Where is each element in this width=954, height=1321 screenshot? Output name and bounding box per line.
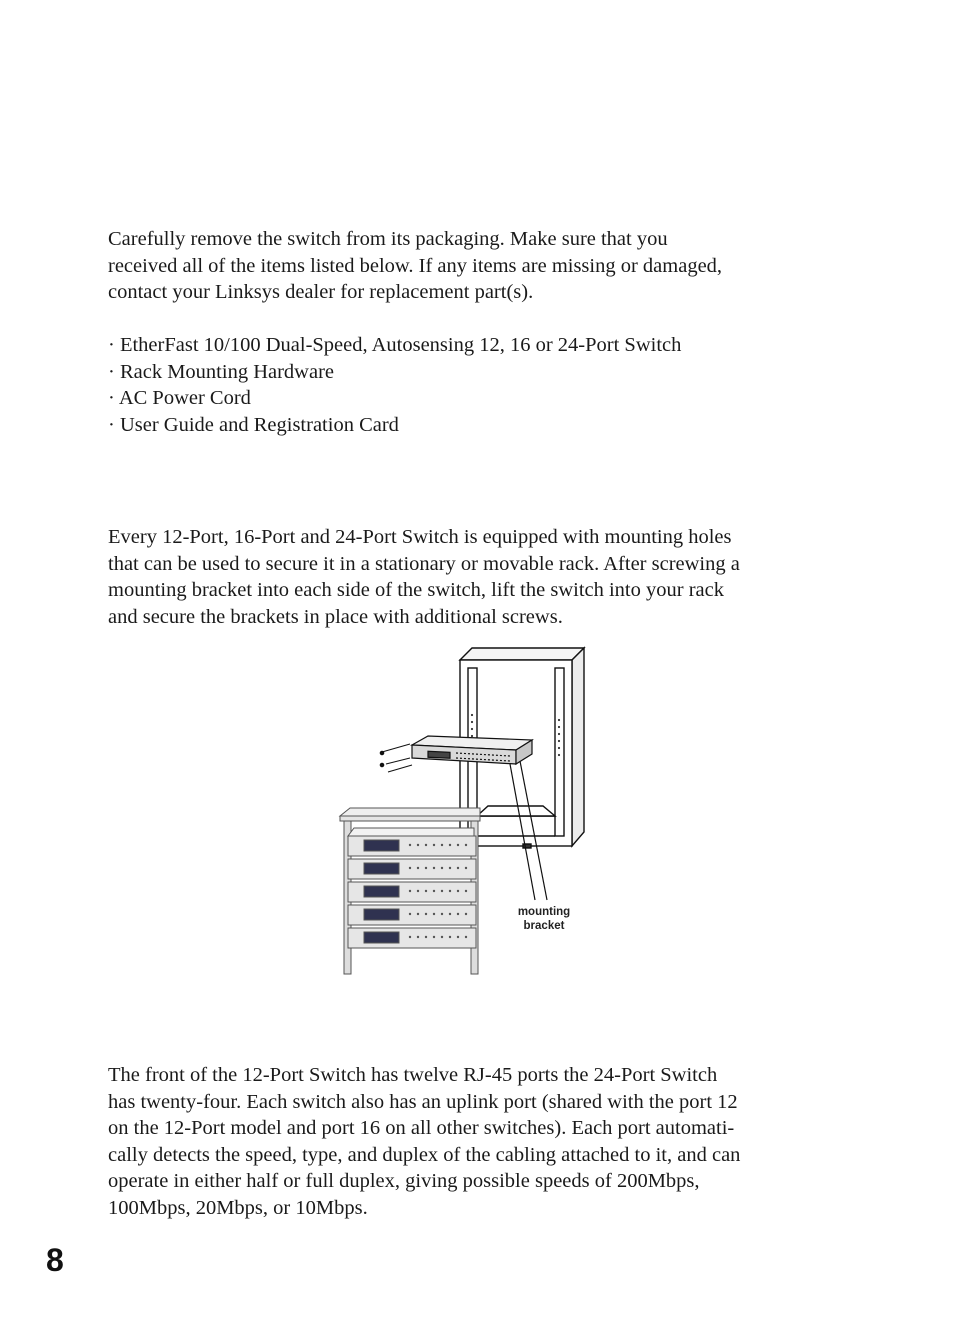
text-line: that can be used to secure it in a stationary or movable rack. After screwing a bbox=[108, 552, 740, 575]
list-item: · User Guide and Registration Card bbox=[108, 413, 399, 436]
switch-stack bbox=[348, 836, 476, 948]
text-line: cally detects the speed, type, and duplex of the cabling attached to it, and can bbox=[108, 1143, 741, 1166]
rack-mounting-illustration bbox=[338, 640, 590, 980]
text-line: The front of the 12-Port Switch has twelve RJ-45 ports the 24-Port Switch bbox=[108, 1064, 718, 1086]
text-line: on the 12-Port model and port 16 on all other switches). Each port automati- bbox=[108, 1117, 735, 1140]
text-line: operate in either half or full duplex, giving possible speeds of 200Mbps, bbox=[108, 1170, 700, 1193]
text-line: mounting bracket into each side of the switch, lift the switch into your rack bbox=[108, 579, 724, 602]
text-line: and secure the brackets in place with additional screws. bbox=[108, 605, 563, 628]
text-line: Every 12-Port, 16-Port and 24-Port Switch is equipped with mounting holes bbox=[108, 526, 732, 548]
callout-label-line1: mounting bbox=[517, 906, 571, 918]
list-item: · Rack Mounting Hardware bbox=[108, 360, 335, 383]
text-line: has twenty-four. Each switch also has an uplink port (shared with the port 12 bbox=[108, 1090, 738, 1113]
text-line: received all of the items listed below. If any items are missing or damaged, bbox=[108, 254, 723, 277]
rack-mounting-paragraph bbox=[108, 524, 818, 630]
list-item: · AC Power Cord bbox=[108, 387, 251, 410]
front-panel-paragraph bbox=[108, 1062, 818, 1222]
page-number: 8 bbox=[46, 1242, 64, 1278]
screws bbox=[380, 744, 412, 772]
callout-label-line2: bracket bbox=[523, 920, 565, 932]
switch-unit bbox=[412, 736, 532, 764]
text-line: contact your Linksys dealer for replacement part(s). bbox=[108, 281, 534, 304]
unpacking-paragraph bbox=[108, 226, 818, 306]
text-line: 100Mbps, 20Mbps, or 10Mbps. bbox=[108, 1196, 368, 1219]
text-line: Carefully remove the switch from its packaging. Make sure that you bbox=[108, 228, 668, 250]
package-contents-list bbox=[108, 332, 818, 438]
list-item: · EtherFast 10/100 Dual-Speed, Autosensing 12, 16 or 24-Port Switch bbox=[108, 334, 682, 356]
